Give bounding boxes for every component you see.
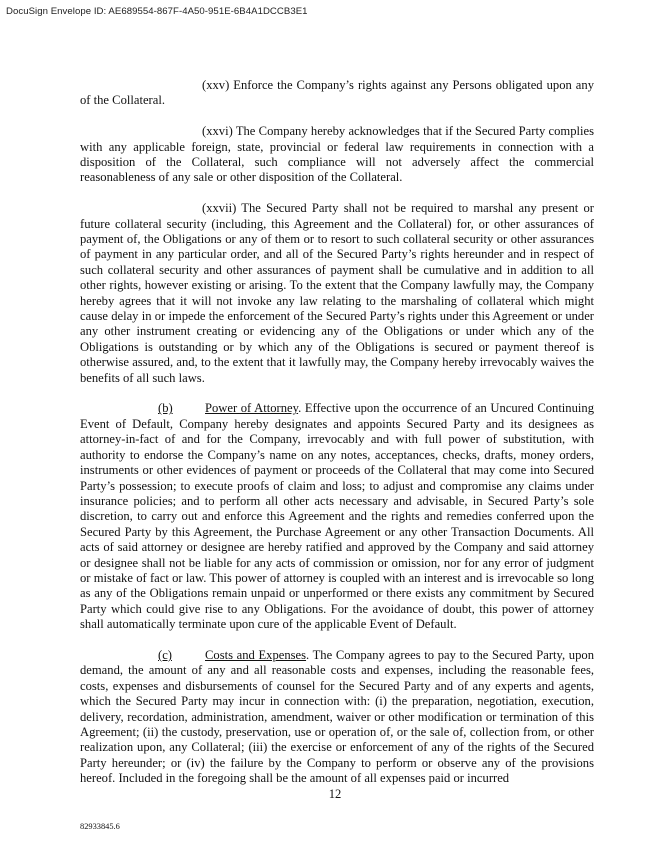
page-number: 12 [328, 787, 342, 801]
clause-xxv: (xxv) Enforce the Company’s rights against any Persons obligated upon any of the Collateral. [80, 78, 594, 108]
document-id: 82933845.6 [80, 822, 120, 831]
clause-xxvi: (xxvi) The Company hereby acknowledges that if the Secured Party complies with any applicable foreign, state, provincial or federal law requirements in connection with a disposition of the Collateral, such compliance will not adversely affect the commercial reasonableness of any sale or other disposition of the Collateral. [80, 124, 594, 185]
section-c-number: (c) [158, 647, 172, 662]
section-b-power-of-attorney [80, 401, 594, 632]
section-c-costs-and-expenses [80, 648, 594, 787]
section-c-text: . The Company agrees to pay to the Secured Party, upon demand, the amount of any and all reasonable costs and expenses, including the reasonable fees, costs, expenses and disbursements of counsel for the Secured Party and of any experts and agents, which the Secured Party may incur in connection with: (i) the preparation, negotiation, execution, delivery, recordation, administration, amendment, waiver or other modification or termination of this Agreement; (ii) the custody, preservation, use or operation of, or the sale of, collection from, or other realization upon, any Collateral; (iii) the exercise or enforcement of any of the rights of the Secured Party hereunder; or (iv) the failure by the Company to perform or observe any of the provisions hereof. Included in the foregoing shall be the amount of all expenses paid or incurred [80, 647, 594, 786]
section-b-number: (b) [158, 401, 173, 416]
section-c-heading: Costs and Expenses [205, 647, 307, 662]
section-b-text: . Effective upon the occurrence of an Uncured Continuing Event of Default, Company hereby designates and appoints Secured Party and its designees as attorney-in-fact of and for the Company, irrevocably and with full power of substitution, with authority to endorse the Company’s name on any notes, acceptances, checks, drafts, money orders, instruments or other evidences of payment or proceeds of the Collateral that may come into Secured Party’s possession; to execute proofs of claim and loss; to adjust and compromise any claims under insurance policies; and to perform all other acts necessary and advisable, in Secured Party’s sole discretion, to carry out and enforce this Agreement and the rights and remedies conferred upon the Secured Party by this Agreement, the Purchase Agreement or any other Transaction Documents. All acts of said attorney or designee are hereby ratified and approved by the Company and said attorney or designee shall not be liable for any acts of commission or omission, nor for any error of judgment or mistake of fact or law. This power of attorney is coupled with an interest and is irrevocable so long as any of the Obligations remain unpaid or unperformed or there exists any commitment by Secured Party which could give rise to any Obligations. For the avoidance of doubt, this power of attorney shall automatically terminate upon cure of the applicable Event of Default. [80, 401, 594, 632]
clause-xxvii: (xxvii) The Secured Party shall not be required to marshal any present or future collateral security (including, this Agreement and the Collateral) for, or other assurances of payment of, the Obligations or any of them or to resort to such collateral security or other assurances of payment in any particular order, and all of the Secured Party’s rights hereunder and in respect of such collateral security and other assurances of payment shall be cumulative and in addition to all other rights, however existing or arising. To the extent that the Company lawfully may, the Company hereby agrees that it will not invoke any law relating to the marshaling of collateral which might cause delay in or impede the enforcement of the Secured Party’s rights under this Agreement or under any other instrument creating or evidencing any of the Obligations or under which any of the Obligations is outstanding or by which any of the Obligations is secured or payment thereof is otherwise assured, and, to the extent that it lawfully may, the Company hereby irrevocably waives the benefits of all such laws. [80, 201, 594, 385]
document-body [80, 78, 594, 802]
docusign-envelope-id: DocuSign Envelope ID: AE689554-867F-4A50-951E-6B4A1DCCB3E1 [6, 6, 308, 17]
section-b-heading: Power of Attorney [205, 401, 299, 416]
